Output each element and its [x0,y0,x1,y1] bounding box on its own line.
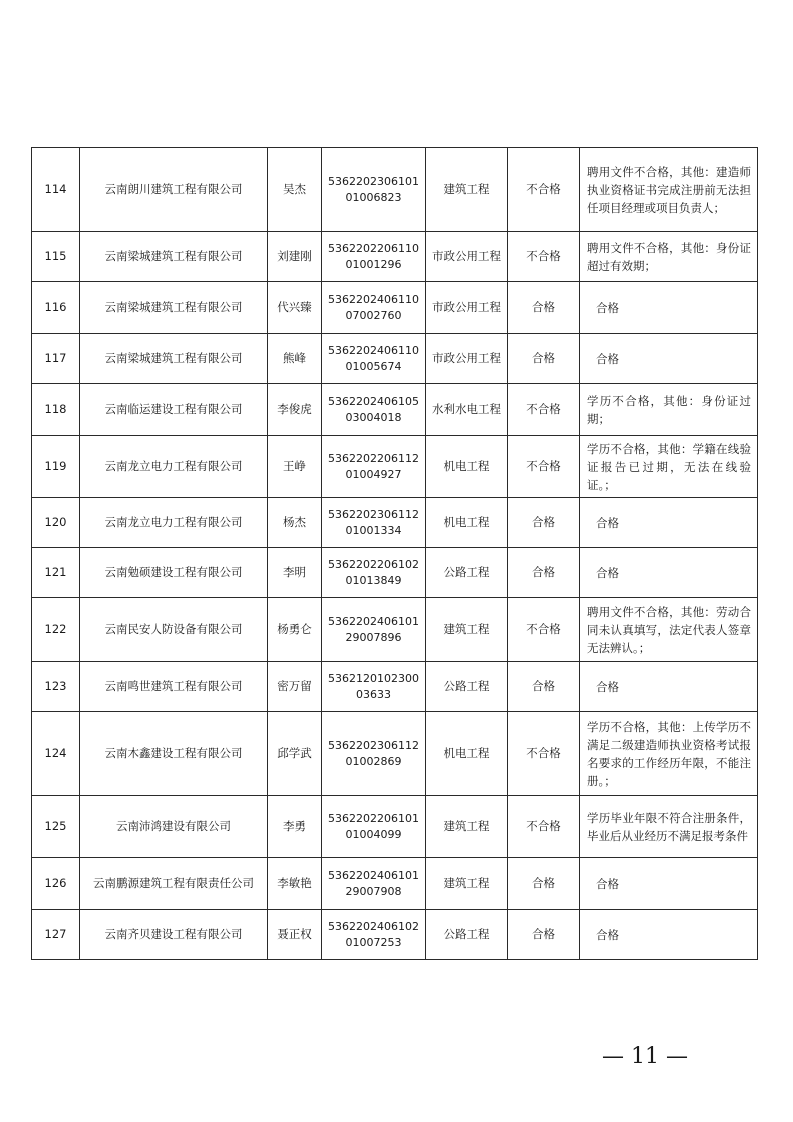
cell-company: 云南龙立电力工程有限公司 [80,498,268,548]
cell-major: 建筑工程 [426,148,508,232]
table-row [32,232,758,282]
cell-result: 不合格 [508,148,580,232]
cell-reason: 学历不合格，其他：身份证过期； [580,384,758,436]
cell-major: 市政公用工程 [426,232,508,282]
cell-name: 吴杰 [268,148,322,232]
cell-no: 125 [32,796,80,858]
cell-result: 合格 [508,334,580,384]
table-row [32,598,758,662]
cell-result: 不合格 [508,598,580,662]
cell-reg: 536220240610129007896 [322,598,426,662]
table-row [32,548,758,598]
table-row [32,148,758,232]
cell-company: 云南齐贝建设工程有限公司 [80,910,268,960]
table-row [32,858,758,910]
cell-result: 合格 [508,910,580,960]
cell-reason: 学历毕业年限不符合注册条件，毕业后从业经历不满足报考条件 [580,796,758,858]
cell-no: 118 [32,384,80,436]
cell-name: 邱学武 [268,712,322,796]
cell-result: 不合格 [508,384,580,436]
cell-no: 123 [32,662,80,712]
cell-no: 121 [32,548,80,598]
cell-name: 聂正权 [268,910,322,960]
cell-reg: 536220220611201004927 [322,436,426,498]
cell-result: 不合格 [508,796,580,858]
cell-company: 云南临运建设工程有限公司 [80,384,268,436]
cell-company: 云南鸣世建筑工程有限公司 [80,662,268,712]
cell-company: 云南梁城建筑工程有限公司 [80,232,268,282]
cell-company: 云南梁城建筑工程有限公司 [80,334,268,384]
cell-reason: 合格 [580,910,758,960]
cell-no: 120 [32,498,80,548]
cell-reg: 536212010230003633 [322,662,426,712]
cell-name: 密万留 [268,662,322,712]
cell-reg: 536220230610101006823 [322,148,426,232]
cell-reg: 536220220610201013849 [322,548,426,598]
cell-name: 熊峰 [268,334,322,384]
cell-reg: 536220240610201007253 [322,910,426,960]
table-row [32,712,758,796]
cell-name: 刘建刚 [268,232,322,282]
cell-major: 公路工程 [426,548,508,598]
cell-major: 机电工程 [426,436,508,498]
table-row [32,662,758,712]
cell-major: 机电工程 [426,498,508,548]
cell-reg: 536220240611001005674 [322,334,426,384]
cell-no: 126 [32,858,80,910]
cell-major: 市政公用工程 [426,282,508,334]
cell-name: 杨勇仑 [268,598,322,662]
cell-company: 云南鹏源建筑工程有限责任公司 [80,858,268,910]
table-body [32,148,758,960]
cell-no: 114 [32,148,80,232]
cell-reason: 合格 [580,282,758,334]
cell-no: 122 [32,598,80,662]
cell-name: 王峥 [268,436,322,498]
cell-major: 机电工程 [426,712,508,796]
table-row [32,910,758,960]
cell-reason: 合格 [580,334,758,384]
cell-result: 合格 [508,858,580,910]
cell-company: 云南木鑫建设工程有限公司 [80,712,268,796]
cell-no: 127 [32,910,80,960]
cell-major: 建筑工程 [426,598,508,662]
cell-name: 李敏艳 [268,858,322,910]
cell-name: 杨杰 [268,498,322,548]
cell-name: 李俊虎 [268,384,322,436]
table-row [32,384,758,436]
results-table [31,147,758,960]
cell-reason: 合格 [580,498,758,548]
cell-reg: 536220220610101004099 [322,796,426,858]
cell-company: 云南勉硕建设工程有限公司 [80,548,268,598]
table-row [32,796,758,858]
cell-reason: 聘用文件不合格，其他：建造师执业资格证书完成注册前无法担任项目经理或项目负责人； [580,148,758,232]
cell-major: 建筑工程 [426,858,508,910]
cell-major: 市政公用工程 [426,334,508,384]
cell-result: 不合格 [508,712,580,796]
cell-name: 李明 [268,548,322,598]
cell-reason: 合格 [580,858,758,910]
cell-result: 不合格 [508,436,580,498]
cell-no: 116 [32,282,80,334]
cell-no: 124 [32,712,80,796]
cell-reg: 536220230611201002869 [322,712,426,796]
table-row [32,282,758,334]
cell-reg: 536220240610503004018 [322,384,426,436]
cell-company: 云南朗川建筑工程有限公司 [80,148,268,232]
cell-result: 合格 [508,548,580,598]
cell-reason: 聘用文件不合格，其他：身份证超过有效期； [580,232,758,282]
cell-reg: 536220220611001001296 [322,232,426,282]
cell-no: 119 [32,436,80,498]
page-number: — 11 — [602,1044,688,1069]
cell-reason: 合格 [580,662,758,712]
cell-company: 云南民安人防设备有限公司 [80,598,268,662]
cell-major: 公路工程 [426,910,508,960]
cell-no: 117 [32,334,80,384]
cell-major: 公路工程 [426,662,508,712]
cell-reg: 536220230611201001334 [322,498,426,548]
cell-result: 合格 [508,662,580,712]
cell-reason: 合格 [580,548,758,598]
cell-result: 合格 [508,498,580,548]
cell-company: 云南沛鸿建设有限公司 [80,796,268,858]
cell-reason: 学历不合格，其他：学籍在线验证报告已过期，无法在线验证。； [580,436,758,498]
cell-result: 合格 [508,282,580,334]
cell-reg: 536220240611007002760 [322,282,426,334]
table-row [32,334,758,384]
cell-reg: 536220240610129007908 [322,858,426,910]
cell-no: 115 [32,232,80,282]
cell-company: 云南梁城建筑工程有限公司 [80,282,268,334]
table-row [32,498,758,548]
cell-major: 建筑工程 [426,796,508,858]
cell-company: 云南龙立电力工程有限公司 [80,436,268,498]
cell-result: 不合格 [508,232,580,282]
cell-reason: 学历不合格，其他：上传学历不满足二级建造师执业资格考试报名要求的工作经历年限，不能注册。； [580,712,758,796]
cell-major: 水利水电工程 [426,384,508,436]
cell-name: 李勇 [268,796,322,858]
cell-reason: 聘用文件不合格，其他：劳动合同未认真填写，法定代表人签章无法辨认。； [580,598,758,662]
table-row [32,436,758,498]
cell-name: 代兴臻 [268,282,322,334]
